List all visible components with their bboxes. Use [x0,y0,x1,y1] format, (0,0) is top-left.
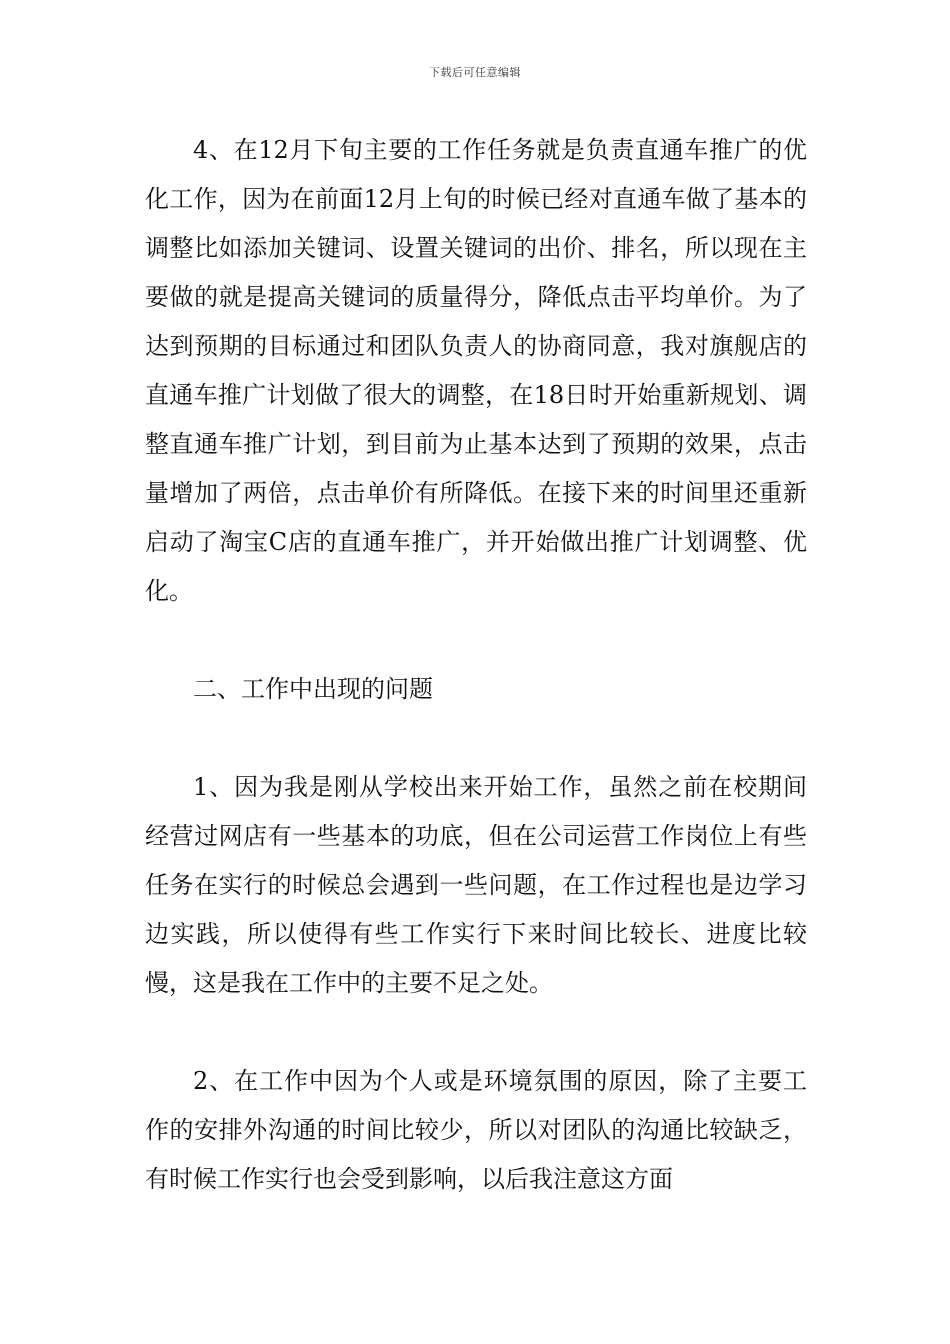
document-body [145,126,807,1204]
paragraph-problem-1: 1、因为我是刚从学校出来开始工作，虽然之前在校期间经营过网店有一些基本的功底，但在公司运营工作岗位上有些任务在实行的时候总会遇到一些问题，在工作过程也是边学习边实践，所以使得有些工作实行下来时间比较长、进度比较慢，这是我在工作中的主要不足之处。 [145,773,807,997]
paragraph-direct-train-optimization: 4、在12月下旬主要的工作任务就是负责直通车推广的优化工作，因为在前面12月上旬的时候已经对直通车做了基本的调整比如添加关键词、设置关键词的出价、排名，所以现在主要做的就是提高关键词的质量得分，降低点击平均单价。为了达到预期的目标通过和团队负责人的协商同意，我对旗舰店的直通车推广计划做了很大的调整，在18日时开始重新规划、调整直通车推广计划，到目前为止基本达到了预期的效果，点击量增加了两倍，点击单价有所降低。在接下来的时间里还重新启动了淘宝C店的直通车推广，并开始做出推广计划调整、优化。 [145,136,807,605]
paragraph-problem-2: 2、在工作中因为个人或是环境氛围的原因，除了主要工作的安排外沟通的时间比较少，所以对团队的沟通比较缺乏，有时候工作实行也会受到影响，以后我注意这方面 [145,1067,807,1193]
section-heading-problems: 二、工作中出现的问题 [193,675,433,703]
page-header: 下载后可任意编辑 [429,66,521,79]
